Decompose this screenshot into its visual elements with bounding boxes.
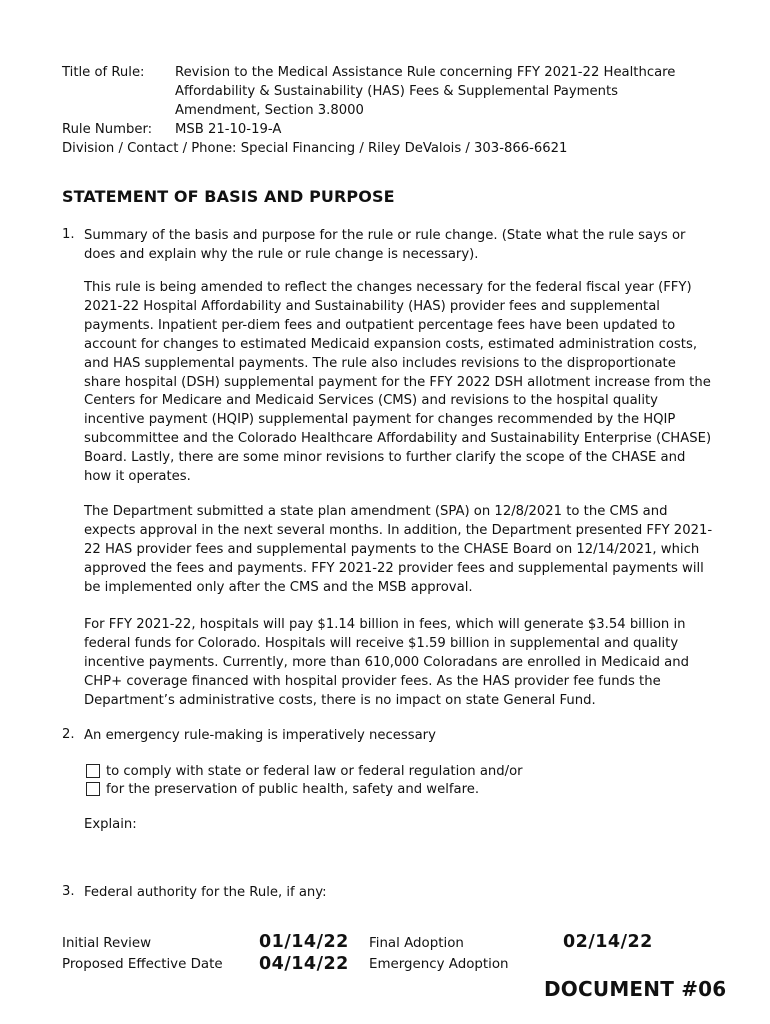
- contact-label: Division / Contact / Phone:: [62, 141, 237, 156]
- item-1-paragraph-2: [84, 503, 714, 598]
- item-3-number: 3.: [62, 884, 75, 899]
- initial-review-date: 01/14/22: [259, 932, 349, 952]
- item-1-prompt: [84, 227, 714, 265]
- rule-number-value: MSB 21-10-19-A: [175, 122, 282, 137]
- item-1-paragraph-1: [84, 279, 714, 487]
- item-1-paragraph-3: [84, 616, 714, 711]
- title-of-rule-label: Title of Rule:: [62, 65, 145, 80]
- title-of-rule-row: [62, 63, 676, 82]
- document-number: DOCUMENT #06: [544, 977, 727, 1001]
- checkbox-law[interactable]: [86, 764, 100, 778]
- final-adoption-label: Final Adoption: [369, 936, 464, 951]
- title-line-3: Amendment, Section 3.8000: [175, 103, 364, 118]
- item-1-number: 1.: [62, 227, 75, 242]
- option-health-label: for the preservation of public health, safety and welfare.: [106, 782, 480, 797]
- rule-number-label: Rule Number:: [62, 122, 153, 137]
- proposed-effective-label: Proposed Effective Date: [62, 957, 223, 972]
- proposed-effective-date: 04/14/22: [259, 954, 349, 974]
- contact-row: [62, 139, 567, 158]
- explain-label: Explain:: [84, 817, 137, 832]
- paragraph-text: The Department submitted a state plan amendment (SPA) on 12/8/2021 to the CMS and expects approval in the next several months. In addition, the Department presented FFY 2021-22 HAS provider fees and supplemental payments to the CHASE Board on 12/14/2021, which approved the fees and payments. FFY 2021-22 provider fees and supplemental payments will be implemented only after the CMS and the MSB approval.: [84, 504, 713, 595]
- contact-value: Special Financing / Riley DeValois / 303-866-6621: [240, 141, 568, 156]
- item-3-prompt: Federal authority for the Rule, if any:: [84, 885, 327, 900]
- emergency-option-health[interactable]: [86, 780, 479, 799]
- option-law-label: to comply with state or federal law or federal regulation and/or: [106, 764, 523, 779]
- paragraph-text: This rule is being amended to reflect the changes necessary for the federal fiscal year (FFY) 2021-22 Hospital Affordability and Sustainability (HAS) provider fees and supplemental payments. Inpatient per-diem fees and outpatient percentage fees have been updated to account for changes to estimated Medicaid expansion costs, estimated administration costs, and HAS supplemental payments. The rule also includes revisions to the disproportionate share hospital (DSH) supplemental payment for the FFY 2022 DSH allotment increase from the Centers for Medicare and Medicaid Services (CMS) and revisions to the hospital quality incentive payment (HQIP) supplemental payment for changes recommended by the HQIP subcommittee and the Colorado Healthcare Affordability and Sustainability Enterprise (CHASE) Board. Lastly, there are some minor revisions to further clarify the scope of the CHASE and how it operates.: [84, 280, 712, 485]
- emergency-adoption-label: Emergency Adoption: [369, 957, 509, 972]
- title-line-1: Revision to the Medical Assistance Rule concerning FFY 2021-22 Healthcare: [175, 65, 676, 80]
- final-adoption-date: 02/14/22: [563, 932, 653, 952]
- item-2-number: 2.: [62, 727, 75, 742]
- paragraph-text: For FFY 2021-22, hospitals will pay $1.14 billion in fees, which will generate $3.54 billion in federal funds for Colorado. Hospitals will receive $1.59 billion in supplemental and quality incentive payments. Currently, more than 610,000 Coloradans are enrolled in Medicaid and CHP+ coverage financed with hospital provider fees. As the HAS provider fee funds the Department’s administrative costs, there is no impact on state General Fund.: [84, 617, 689, 708]
- section-heading: STATEMENT OF BASIS AND PURPOSE: [62, 187, 395, 206]
- emergency-option-law[interactable]: [86, 762, 523, 781]
- item-1-prompt-text: Summary of the basis and purpose for the rule or rule change. (State what the rule says or does and explain why the rule or rule change is necessary).: [84, 228, 686, 262]
- rule-number-row: [62, 120, 282, 139]
- title-line-2: Affordability & Sustainability (HAS) Fees & Supplemental Payments: [175, 84, 619, 99]
- checkbox-health[interactable]: [86, 782, 100, 796]
- item-2-prompt: An emergency rule-making is imperatively necessary: [84, 728, 436, 743]
- initial-review-label: Initial Review: [62, 936, 152, 951]
